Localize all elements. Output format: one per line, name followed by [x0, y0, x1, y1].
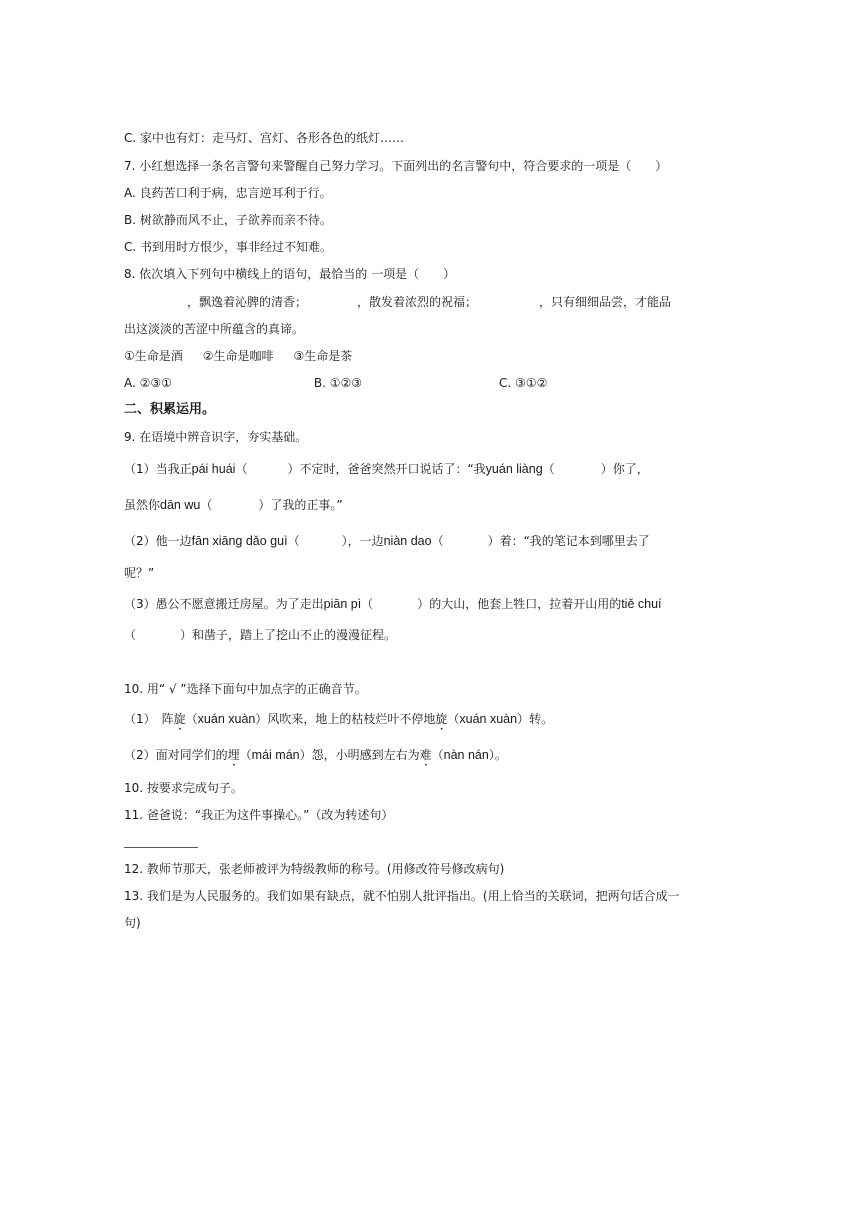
q7-option-c: C. 书到用时方恨少，事非经过不知难。	[124, 240, 333, 254]
q8-phrase-3: ，只有细细品尝，才能品	[539, 295, 672, 309]
q12: 12. 教师节那天，张老师被评为特级教师的称号。(用修改符号修改病句)	[124, 862, 505, 876]
q13-line1: 13. 我们是为人民服务的。我们如果有缺点，就不怕别人批评指出。(用上恰当的关联词，把两句话合成一	[124, 889, 680, 903]
dotted-char: 埋	[227, 748, 240, 762]
q9-1-line1	[124, 461, 649, 477]
q10-1	[124, 711, 553, 733]
q9-2-text: ），一边	[341, 534, 384, 548]
paren-open: （	[431, 534, 444, 548]
q9-1-text: ）你了，	[600, 462, 649, 476]
q8-options	[124, 375, 547, 391]
q9-3-line2	[124, 627, 396, 643]
q8-sentence-line2: 出这淡淡的苦涩中所蕴含的真谛。	[124, 322, 305, 336]
q9-1-text: ）了我的正事。”	[258, 498, 343, 512]
q10-2	[124, 747, 507, 769]
q10-1-text: ）转。	[517, 712, 554, 726]
pinyin-choice[interactable]: nàn nán	[443, 748, 489, 762]
pinyin-tie-chui: tiě chuí	[621, 597, 662, 611]
q9-1-line2	[124, 497, 343, 513]
q9-1-text: （1）当我正	[124, 462, 192, 476]
q10-2-text: ）怨，小明感到左右为	[299, 748, 420, 762]
q6-option-c: C. 家中也有灯：走马灯、宫灯、各形各色的纸灯……	[124, 131, 405, 145]
paren-open: （	[124, 628, 137, 642]
section-2-heading: 二、积累运用。	[124, 402, 216, 417]
pinyin-yuan-liang: yuán liàng	[485, 462, 543, 476]
paren-open: （	[200, 498, 213, 512]
q10-1-text: ）风吹来，地上的枯枝烂叶不停地	[255, 712, 436, 726]
paren-open: （	[185, 712, 198, 726]
q9-3-text: （3）愚公不愿意搬迁房屋。为了走出	[124, 597, 324, 611]
paren-open: （	[447, 712, 460, 726]
q8-choice-1: ①生命是酒	[124, 349, 183, 363]
q8-choice-2: ②生命是咖啡	[202, 349, 274, 363]
q10-2-text: ）。	[488, 748, 507, 762]
dotted-char: 旋	[435, 712, 448, 726]
pinyin-nian-dao: niàn dao	[383, 534, 432, 548]
q10-1-text: （1） 阵	[124, 712, 174, 726]
q9-3-text: ）和凿子，踏上了挖山不止的漫漫征程。	[180, 628, 397, 642]
q8-option-b: B. ①②③	[313, 376, 363, 390]
q9-3-line1	[124, 596, 662, 612]
dotted-char: 难	[419, 748, 432, 762]
paren-open: （	[431, 748, 444, 762]
q7-stem: 7. 小红想选择一条名言警句来警醒自己努力学习。下面列出的名言警句中，符合要求的一项是（ ）	[124, 159, 668, 173]
q8-choices	[124, 348, 352, 364]
q10-stem: 10. 用“ √ ”选择下面句中加点字的正确音节。	[124, 682, 367, 696]
q11: 11. 爸爸说：“我正为这件事操心。”（改为转述句）	[124, 808, 394, 822]
paren-open: （	[287, 534, 300, 548]
q7-option-b: B. 树欲静而风不止，子欲养而亲不待。	[124, 213, 332, 227]
pinyin-dan-wu: dān wu	[160, 498, 201, 512]
q8-stem: 8. 依次填入下列句中横线上的语句，最恰当的 一项是（ ）	[124, 267, 456, 281]
pinyin-choice[interactable]: xuán xuàn	[459, 712, 518, 726]
q8-phrase-1: ，飘逸着沁脾的清香；	[187, 295, 308, 309]
q8-option-c: C. ③①②	[499, 376, 548, 390]
paren-open: （	[235, 462, 248, 476]
pinyin-choice[interactable]: xuán xuàn	[197, 712, 256, 726]
pinyin-pai-huai: pái huái	[191, 462, 236, 476]
q8-phrase-2: ，散发着浓烈的祝福；	[357, 295, 478, 309]
q8-choice-3: ③生命是茶	[293, 349, 353, 363]
q10b-stem: 10. 按要求完成句子。	[124, 781, 243, 795]
q9-1-text: 虽然你	[124, 498, 161, 512]
q8-option-a: A. ②③①	[124, 376, 172, 390]
q13-line2: 句)	[124, 916, 141, 930]
pinyin-fan-xiang-dao-gui: fān xiāng dǎo guì	[191, 534, 288, 548]
dotted-char: 旋	[173, 712, 186, 726]
q9-stem: 9. 在语境中辨音识字，夯实基础。	[124, 430, 308, 444]
answer-line[interactable]	[124, 847, 198, 848]
pinyin-choice[interactable]: mái mán	[251, 748, 300, 762]
paren-open: （	[239, 748, 252, 762]
paren-open: （	[361, 597, 374, 611]
q8-sentence-line1	[124, 294, 671, 310]
q9-2-text: ）着：“我的笔记本到哪里去了	[487, 534, 650, 548]
q9-1-text: ）不定时，爸爸突然开口说话了：“我	[287, 462, 486, 476]
q9-2-text: （2）他一边	[124, 534, 192, 548]
pinyin-pian-pi: piān pì	[323, 597, 362, 611]
paren-open: （	[542, 462, 555, 476]
q9-3-text: ）的大山，他套上牲口，拉着开山用的	[417, 597, 622, 611]
q9-2-line1	[124, 533, 650, 549]
q9-2-line2: 呢？”	[124, 566, 155, 580]
q10-2-text: （2）面对同学们的	[124, 748, 228, 762]
q7-option-a: A. 良药苦口利于病，忠言逆耳利于行。	[124, 186, 332, 200]
